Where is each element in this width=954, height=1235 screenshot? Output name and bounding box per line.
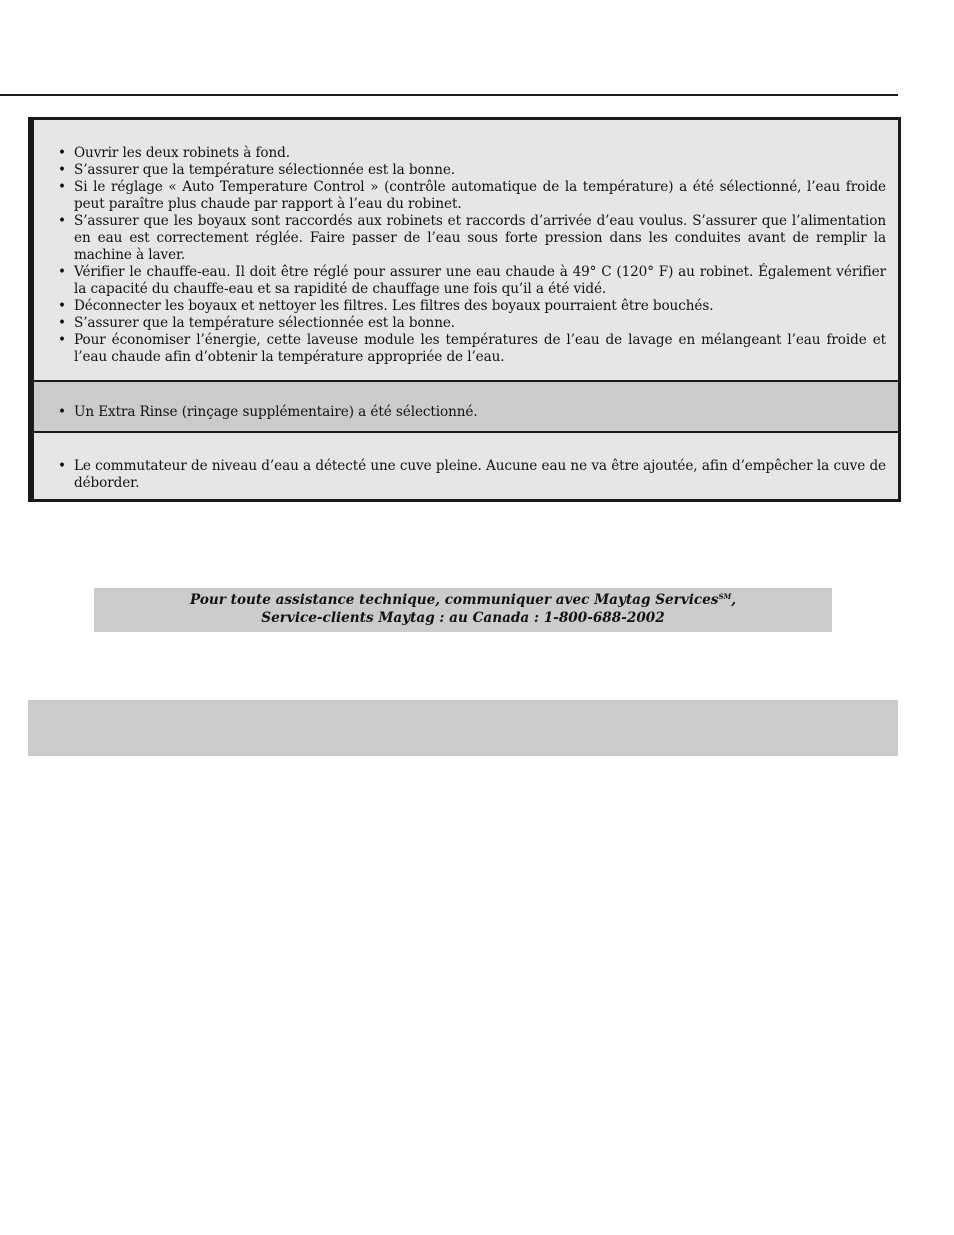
list-item: • Pour économiser l’énergie, cette laveuse module les températures de l’eau de lavage en mélangeant l’eau froide et l’eau chaude afin d’obtenir la température appropriée de l’eau. xyxy=(58,332,886,365)
bullet-icon: • xyxy=(58,315,66,331)
solutions-list xyxy=(58,120,886,366)
solutions-list xyxy=(58,433,886,492)
list-item: • S’assurer que les boyaux sont raccordés aux robinets et raccords d’arrivée d’eau voulus. S’assurer que l’alimentation en eau est correctement réglée. Faire passer de l’eau sous forte pression dans les conduites avant de remplir la machine à laver. xyxy=(58,213,886,263)
table-section-water-level xyxy=(34,433,898,499)
table-section-water-temperature xyxy=(34,120,898,382)
support-contact-banner xyxy=(94,588,832,632)
list-item: • Si le réglage « Auto Temperature Control » (contrôle automatique de la température) a été sélectionné, l’eau froide peut paraître plus chaude par rapport à l’eau du robinet. xyxy=(58,179,886,212)
solutions-list xyxy=(58,382,886,421)
bullet-icon: • xyxy=(58,145,66,161)
support-line-2: Service-clients Maytag : au Canada : 1-800-688-2002 xyxy=(261,610,665,626)
bullet-icon: • xyxy=(58,298,66,314)
bullet-icon: • xyxy=(58,162,66,178)
list-item: • Déconnecter les boyaux et nettoyer les filtres. Les filtres des boyaux pourraient être bouchés. xyxy=(58,298,714,314)
table-section-extra-rinse xyxy=(34,382,898,433)
support-line-1: Pour toute assistance technique, communiquer avec Maytag Services℠, xyxy=(189,592,737,608)
list-item: • Le commutateur de niveau d’eau a détecté une cuve pleine. Aucune eau ne va être ajoutée, afin d’empêcher la cuve de déborder. xyxy=(58,458,886,491)
bullet-icon: • xyxy=(58,404,66,420)
bullet-icon: • xyxy=(58,332,66,348)
list-item: • S’assurer que la température sélectionnée est la bonne. xyxy=(58,315,456,331)
list-item: • S’assurer que la température sélectionnée est la bonne. xyxy=(58,162,456,178)
list-item: • Un Extra Rinse (rinçage supplémentaire) a été sélectionné. xyxy=(58,404,478,420)
bullet-icon: • xyxy=(58,264,66,280)
bullet-icon: • xyxy=(58,179,66,195)
header-rule xyxy=(0,94,898,96)
footer-band xyxy=(28,700,898,756)
list-item: • Ouvrir les deux robinets à fond. xyxy=(58,145,290,161)
bullet-icon: • xyxy=(58,458,66,474)
troubleshooting-table xyxy=(28,117,901,502)
service-mark: SM xyxy=(718,592,732,601)
list-item: • Vérifier le chauffe-eau. Il doit être réglé pour assurer une eau chaude à 49° C (120° F) au robinet. Également vérifier la capacité du chauffe-eau et sa rapidité de chauffage une fois qu’il a été vidé. xyxy=(58,264,886,297)
bullet-icon: • xyxy=(58,213,66,229)
